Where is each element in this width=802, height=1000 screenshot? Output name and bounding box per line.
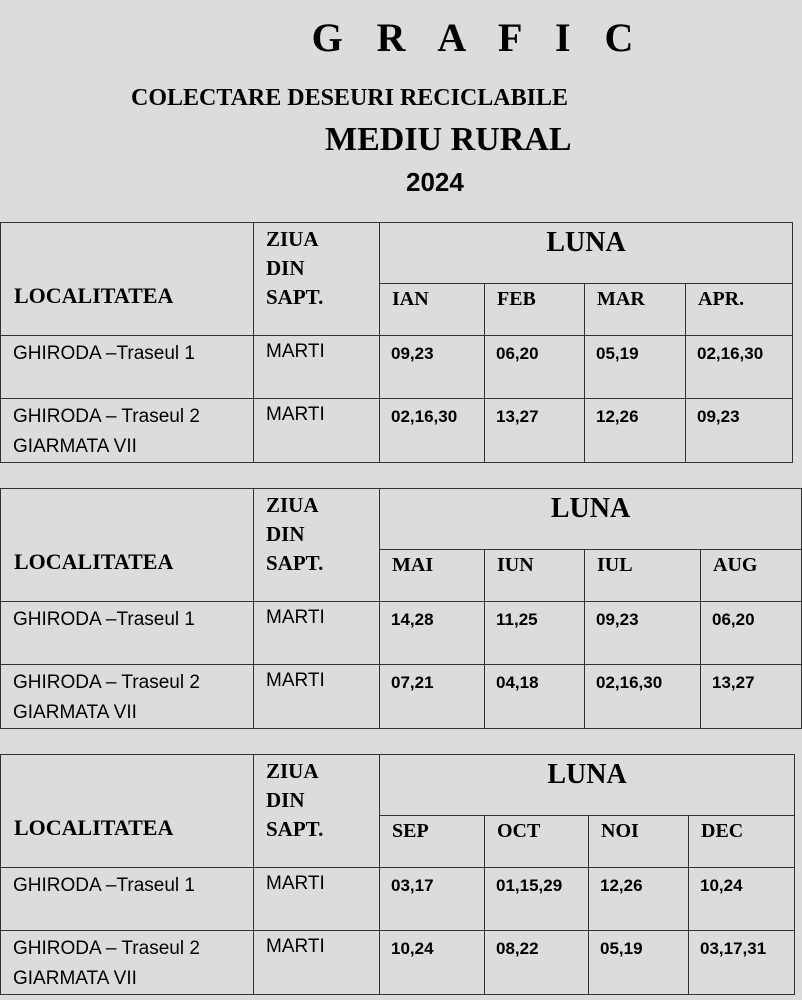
locality-line1: GHIRODA –Traseul 1 [13,609,195,630]
table-row [1,399,793,463]
locality-cell [1,868,254,931]
date-cell: 10,24 [689,868,795,931]
date-cell: 10,24 [380,931,485,995]
locality-line1: GHIRODA –Traseul 1 [13,343,195,364]
date-cell: 07,21 [380,665,485,729]
locality-line1: GHIRODA – Traseul 2 [13,406,200,427]
locality-line1: GHIRODA – Traseul 2 [13,672,200,693]
header-day-line1: ZIUA [266,759,319,783]
locality-line1: GHIRODA –Traseul 1 [13,875,195,896]
date-cell: 09,23 [585,602,701,665]
table-row [1,868,795,931]
month-header: OCT [485,816,589,868]
date-cell: 02,16,30 [686,336,793,399]
header-day-line2: DIN [266,788,305,812]
day-cell: MARTI [254,665,380,729]
date-cell: 12,26 [589,868,689,931]
header-day-of-week [254,489,380,602]
header-month-group: LUNA [380,489,802,550]
area-heading: MEDIU RURAL [325,121,572,158]
header-locality: LOCALITATEA [1,489,254,602]
year-heading: 2024 [406,167,464,197]
date-cell: 11,25 [485,602,585,665]
date-cell: 06,20 [485,336,585,399]
locality-cell [1,665,254,729]
header-day-line1: ZIUA [266,493,319,517]
date-cell: 13,27 [701,665,802,729]
header-day-of-week [254,223,380,336]
date-cell: 13,27 [485,399,585,463]
header-day-line1: ZIUA [266,227,319,251]
table-row [1,602,802,665]
date-cell: 08,22 [485,931,589,995]
schedule-table-q3 [0,754,795,995]
header-day-line3: SAPT. [266,551,324,575]
header-month-group: LUNA [380,223,793,284]
month-header: IUL [585,550,701,602]
date-cell: 12,26 [585,399,686,463]
locality-line1: GHIRODA – Traseul 2 [13,938,200,959]
day-cell: MARTI [254,931,380,995]
locality-cell [1,602,254,665]
month-header: FEB [485,284,585,336]
date-cell: 01,15,29 [485,868,589,931]
document-title: G R A F I C [311,15,646,60]
month-header: DEC [689,816,795,868]
table-row [1,665,802,729]
month-header: APR. [686,284,793,336]
date-cell: 02,16,30 [585,665,701,729]
header-locality: LOCALITATEA [1,223,254,336]
locality-line2: GIARMATA VII [13,702,137,723]
schedule-table-q1 [0,222,793,463]
date-cell: 02,16,30 [380,399,485,463]
header-day-line2: DIN [266,256,305,280]
date-cell: 05,19 [585,336,686,399]
locality-line2: GIARMATA VII [13,436,137,457]
month-header: IAN [380,284,485,336]
date-cell: 09,23 [686,399,793,463]
schedule-table-q2 [0,488,802,729]
date-cell: 14,28 [380,602,485,665]
date-cell: 06,20 [701,602,802,665]
day-cell: MARTI [254,602,380,665]
locality-cell [1,399,254,463]
month-header: SEP [380,816,485,868]
date-cell: 04,18 [485,665,585,729]
month-header: NOI [589,816,689,868]
locality-cell [1,931,254,995]
month-header: AUG [701,550,802,602]
header-locality: LOCALITATEA [1,755,254,868]
document-subtitle: COLECTARE DESEURI RECICLABILE [131,85,568,111]
header-day-line2: DIN [266,522,305,546]
month-header: MAR [585,284,686,336]
header-day-of-week [254,755,380,868]
header-month-group: LUNA [380,755,795,816]
date-cell: 03,17 [380,868,485,931]
day-cell: MARTI [254,868,380,931]
locality-line2: GIARMATA VII [13,968,137,989]
day-cell: MARTI [254,336,380,399]
header-day-line3: SAPT. [266,817,324,841]
header-day-line3: SAPT. [266,285,324,309]
table-row [1,931,795,995]
day-cell: MARTI [254,399,380,463]
date-cell: 09,23 [380,336,485,399]
locality-cell [1,336,254,399]
date-cell: 05,19 [589,931,689,995]
date-cell: 03,17,31 [689,931,795,995]
month-header: MAI [380,550,485,602]
table-row [1,336,793,399]
month-header: IUN [485,550,585,602]
